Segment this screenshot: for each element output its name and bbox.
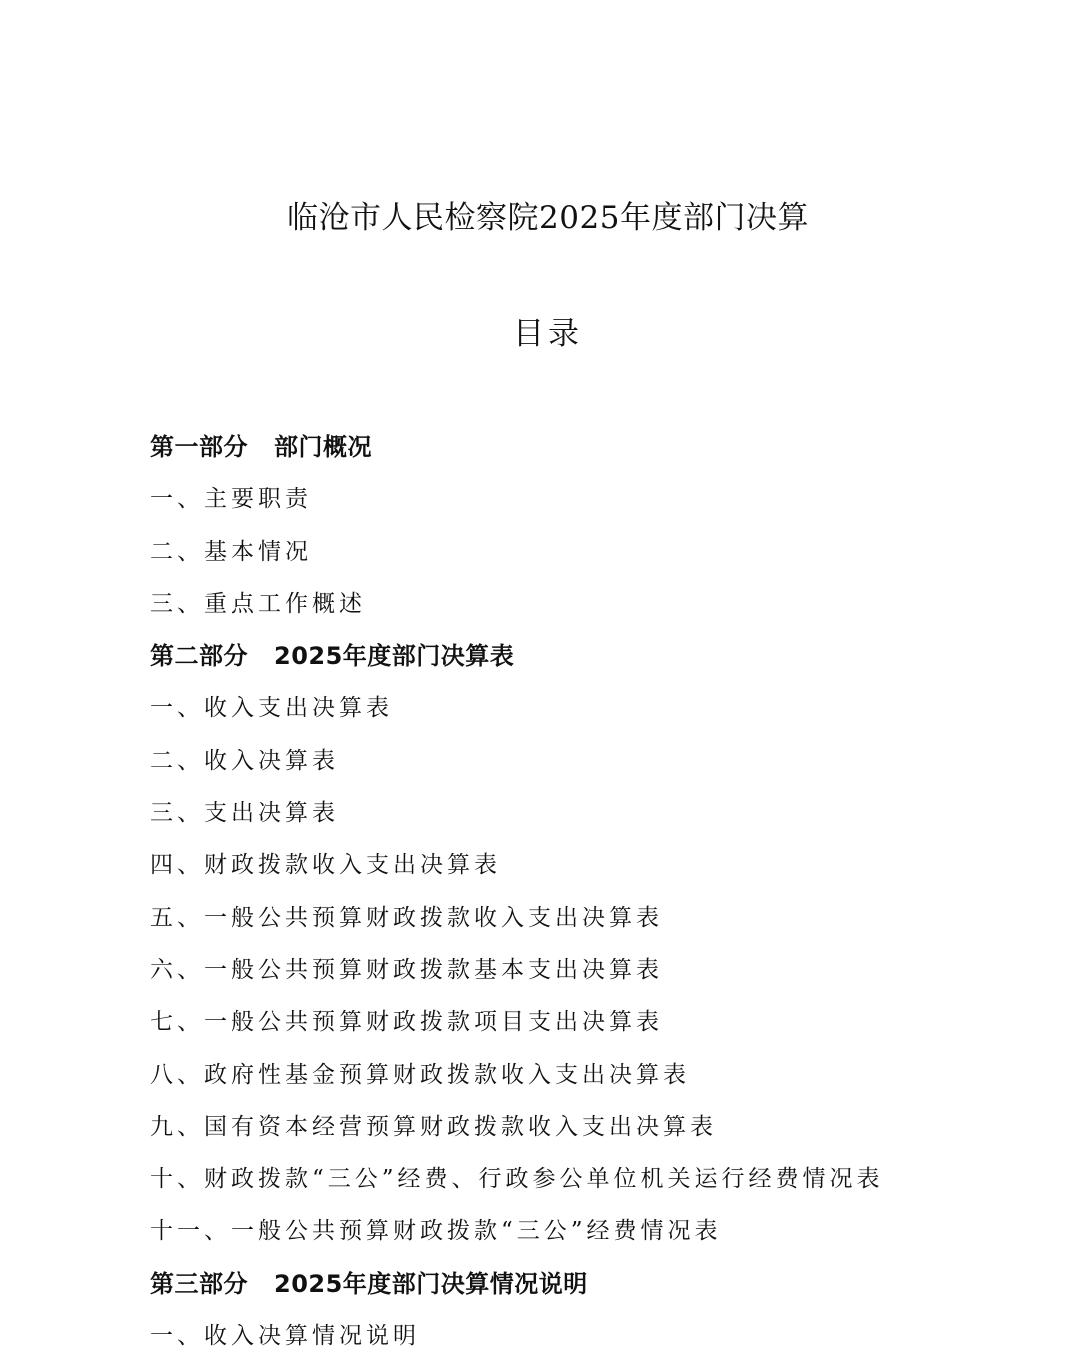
toc-part-1 [150,426,1030,478]
toc-item: 三、重点工作概述 [150,590,366,617]
toc-item: 十、财政拨款“三公”经费、行政参公单位机关运行经费情况表 [150,1166,884,1193]
toc-heading: 目录 [513,316,583,352]
toc-part-title: 2025年度部门决算表 [274,642,515,671]
toc-part-2 [150,635,1030,687]
toc-item: 一、主要职责 [150,486,312,513]
toc-item: 二、基本情况 [150,538,312,565]
toc-part-3 [150,1263,1030,1315]
document-title: 临沧市人民检察院2025年度部门决算 [287,200,809,236]
toc-item: 二、收入决算表 [150,747,339,774]
toc-part-number: 第一部分 [150,433,248,461]
toc-part-number: 第二部分 [150,642,248,671]
toc-item: 十一、一般公共预算财政拨款“三公”经费情况表 [150,1218,722,1245]
toc-item: 一、收入决算情况说明 [150,1323,420,1350]
toc-item: 九、国有资本经营预算财政拨款收入支出决算表 [150,1113,717,1140]
toc-item: 四、财政拨款收入支出决算表 [150,852,501,879]
toc-item: 三、支出决算表 [150,800,339,827]
toc-item: 七、一般公共预算财政拨款项目支出决算表 [150,1009,663,1036]
toc-part-title: 部门概况 [274,433,372,461]
table-of-contents [150,426,1030,1367]
toc-item: 五、一般公共预算财政拨款收入支出决算表 [150,904,663,931]
toc-item: 一、收入支出决算表 [150,695,393,722]
toc-item: 六、一般公共预算财政拨款基本支出决算表 [150,956,663,983]
toc-part-number: 第三部分 [150,1269,248,1298]
toc-item: 八、政府性基金预算财政拨款收入支出决算表 [150,1061,690,1088]
toc-part-title: 2025年度部门决算情况说明 [274,1269,588,1298]
